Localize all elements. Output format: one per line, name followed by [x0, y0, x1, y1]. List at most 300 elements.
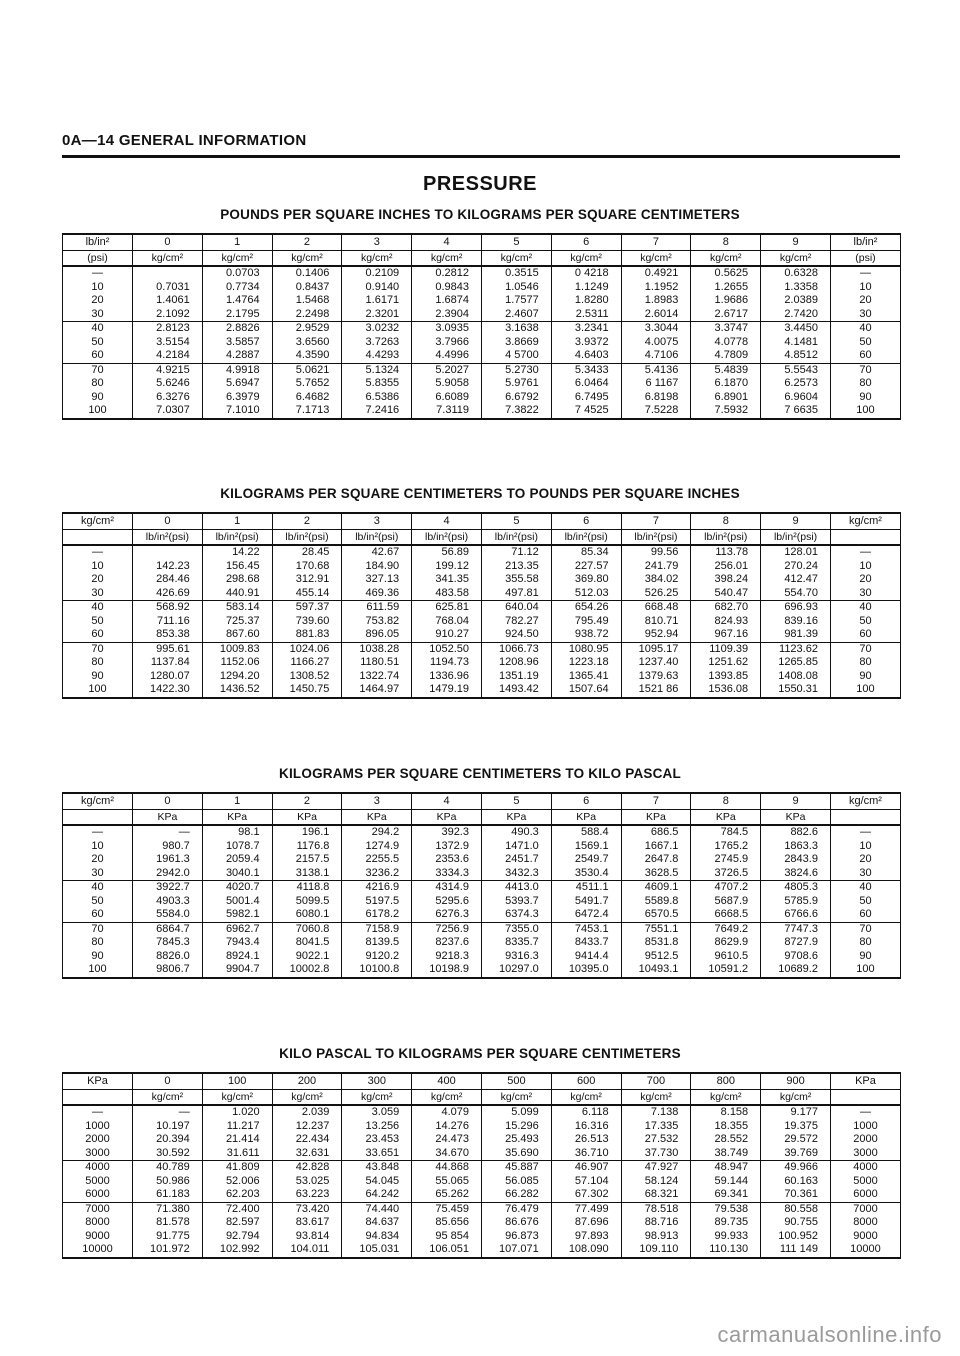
table-cell: 4020.7 [202, 881, 272, 895]
table-cell: 69.341 [691, 1188, 761, 1202]
row-label: 10000 [830, 1243, 900, 1258]
row-label: 60 [830, 349, 900, 363]
table-cell: 39.769 [761, 1147, 831, 1161]
table-cell: 6.8198 [621, 391, 691, 405]
row-label: 4000 [830, 1161, 900, 1175]
table-cell: 398.24 [691, 573, 761, 587]
table-row [63, 963, 901, 978]
table-cell: 8335.7 [481, 936, 551, 950]
table-cell: 6962.7 [202, 922, 272, 936]
table-cell: 6.7495 [551, 391, 621, 405]
table-cell: 12.237 [272, 1120, 342, 1134]
table-cell: 896.05 [342, 628, 412, 642]
table-row [63, 628, 901, 642]
table-cell: 2451.7 [481, 853, 551, 867]
row-label: 2000 [63, 1133, 133, 1147]
table-cell: 73.420 [272, 1202, 342, 1216]
table-cell: 4707.2 [691, 881, 761, 895]
table-row [63, 656, 901, 670]
row-label: 90 [830, 950, 900, 964]
table-cell: 54.045 [342, 1175, 412, 1189]
table-cell: 89.735 [691, 1216, 761, 1230]
table-cell: 1.9686 [691, 294, 761, 308]
table-cell: 369.80 [551, 573, 621, 587]
page-title: PRESSURE [422, 173, 538, 195]
table-cell: 5295.6 [412, 895, 482, 909]
table-cell: 2.1795 [202, 308, 272, 322]
row-label: 10 [830, 840, 900, 854]
table-cell: 111 149 [761, 1243, 831, 1258]
table-cell: 61.183 [133, 1188, 203, 1202]
table-cell: 25.493 [481, 1133, 551, 1147]
table-cell: 9904.7 [202, 963, 272, 978]
table-cell: 6.4682 [272, 391, 342, 405]
table-cell: 2.8826 [202, 322, 272, 336]
table-cell: 455.14 [272, 587, 342, 601]
table-cell: 7 6635 [761, 404, 831, 419]
row-label: 100 [63, 404, 133, 419]
table-cell: 5.5543 [761, 363, 831, 377]
row-label: 20 [63, 853, 133, 867]
table-cell: 4.7106 [621, 349, 691, 363]
table-cell: 10100.8 [342, 963, 412, 978]
column-header: 6 [551, 513, 621, 530]
table-cell: 1.5468 [272, 294, 342, 308]
table-cell: 1507.64 [551, 683, 621, 698]
table-cell: 42.828 [272, 1161, 342, 1175]
column-header: 600 [551, 1073, 621, 1090]
table-row [63, 377, 901, 391]
table-cell: 85.34 [551, 545, 621, 560]
table-cell: 497.81 [481, 587, 551, 601]
table-cell: 27.532 [621, 1133, 691, 1147]
table-cell: 4.6403 [551, 349, 621, 363]
column-header: 800 [691, 1073, 761, 1090]
row-label: 60 [63, 628, 133, 642]
table-cell: 1.8983 [621, 294, 691, 308]
table-cell: 1194.73 [412, 656, 482, 670]
unit-label: kg/cm² [551, 1090, 621, 1106]
unit-label: kg/cm² [133, 251, 203, 267]
table-cell: 0.7031 [133, 281, 203, 295]
table-cell: 4.9215 [133, 363, 203, 377]
table-cell: 5.6947 [202, 377, 272, 391]
table-cell: 113.78 [691, 545, 761, 560]
table-cell: 4.9918 [202, 363, 272, 377]
table-cell: 9.177 [761, 1105, 831, 1120]
table-cell: 11.217 [202, 1120, 272, 1134]
table-cell: 108.090 [551, 1243, 621, 1258]
row-label: 90 [63, 950, 133, 964]
row-label: 6000 [830, 1188, 900, 1202]
table-cell: 14.22 [202, 545, 272, 560]
column-header: 1 [202, 234, 272, 251]
table-cell: 980.7 [133, 840, 203, 854]
table-cell: 91.775 [133, 1230, 203, 1244]
table-cell: 10493.1 [621, 963, 691, 978]
table-cell: 6276.3 [412, 908, 482, 922]
row-label: 60 [63, 349, 133, 363]
table-row [63, 601, 901, 615]
table-cell: — [133, 1105, 203, 1120]
table-cell: 2.2498 [272, 308, 342, 322]
table-cell: 540.47 [691, 587, 761, 601]
table-cell: 490.3 [481, 825, 551, 840]
column-header: 7 [621, 793, 691, 810]
table-cell: 588.4 [551, 825, 621, 840]
row-label: 40 [830, 322, 900, 336]
table-row [63, 881, 901, 895]
table-cell: 810.71 [621, 615, 691, 629]
table-cell: 110.130 [691, 1243, 761, 1258]
table-row [63, 573, 901, 587]
table-cell: 2843.9 [761, 853, 831, 867]
table-cell: 101.972 [133, 1243, 203, 1258]
table-cell: 995.61 [133, 642, 203, 656]
table-cell: 2.6717 [691, 308, 761, 322]
column-header: 3 [342, 513, 412, 530]
table-cell: 0.6328 [761, 266, 831, 281]
row-label: 20 [63, 294, 133, 308]
table-cell: 1208.96 [481, 656, 551, 670]
table-cell: 32.631 [272, 1147, 342, 1161]
table-cell: 7.3119 [412, 404, 482, 419]
table-cell: 9708.6 [761, 950, 831, 964]
table-cell: 21.414 [202, 1133, 272, 1147]
row-label: — [63, 266, 133, 281]
table-cell: 9610.5 [691, 950, 761, 964]
table-cell: 6570.5 [621, 908, 691, 922]
table-cell: 65.262 [412, 1188, 482, 1202]
table-cell: 256.01 [691, 560, 761, 574]
unit-label: kg/cm² [272, 1090, 342, 1106]
table-cell: 312.91 [272, 573, 342, 587]
unit-label: kg/cm² [202, 251, 272, 267]
table-cell: 7649.2 [691, 922, 761, 936]
table-cell: 4805.3 [761, 881, 831, 895]
unit-label: lb/in²(psi) [621, 530, 691, 546]
table-cell: 99.933 [691, 1230, 761, 1244]
table-cell: 1322.74 [342, 670, 412, 684]
table-cell: 5982.1 [202, 908, 272, 922]
table-cell: 5.1324 [342, 363, 412, 377]
table-cell: 981.39 [761, 628, 831, 642]
column-header: 9 [761, 234, 831, 251]
table-cell: 36.710 [551, 1147, 621, 1161]
table-cell: 60.163 [761, 1175, 831, 1189]
column-header: 100 [202, 1073, 272, 1090]
corner-sub-label [63, 1090, 133, 1106]
row-label: 9000 [830, 1230, 900, 1244]
table-row [63, 545, 901, 560]
table-cell: 142.23 [133, 560, 203, 574]
column-header: 2 [272, 234, 342, 251]
unit-label: kg/cm² [691, 1090, 761, 1106]
table-cell: 7551.1 [621, 922, 691, 936]
row-label: 20 [830, 573, 900, 587]
row-label: 7000 [830, 1202, 900, 1216]
row-label: 60 [63, 908, 133, 922]
table-cell: 1365.41 [551, 670, 621, 684]
table-cell: 611.59 [342, 601, 412, 615]
table-cell: 24.473 [412, 1133, 482, 1147]
table-row [63, 1216, 901, 1230]
table-cell: 6.6089 [412, 391, 482, 405]
unit-label: KPa [691, 810, 761, 826]
table-cell: 3236.2 [342, 867, 412, 881]
table-cell: 5.4839 [691, 363, 761, 377]
unit-label: lb/in²(psi) [412, 530, 482, 546]
corner-unit-label: kg/cm² [63, 793, 133, 810]
table-cell: 8139.5 [342, 936, 412, 950]
row-label: 3000 [63, 1147, 133, 1161]
table-cell: 554.70 [761, 587, 831, 601]
row-label: 2000 [830, 1133, 900, 1147]
unit-label: kg/cm² [481, 251, 551, 267]
table-cell: 0.3515 [481, 266, 551, 281]
table-cell: 9120.2 [342, 950, 412, 964]
table-cell: 76.479 [481, 1202, 551, 1216]
table-cell: 412.47 [761, 573, 831, 587]
table-cell: 0.1406 [272, 266, 342, 281]
table-cell: 1408.08 [761, 670, 831, 684]
row-label: 30 [830, 867, 900, 881]
table-cell: 3.4450 [761, 322, 831, 336]
table-cell: 483.58 [412, 587, 482, 601]
row-label: 30 [63, 867, 133, 881]
table-cell: 4609.1 [621, 881, 691, 895]
unit-label: lb/in²(psi) [202, 530, 272, 546]
table-header-row [63, 234, 901, 251]
table-cell: 298.68 [202, 573, 272, 587]
unit-label: kg/cm² [412, 251, 482, 267]
unit-label: kg/cm² [761, 1090, 831, 1106]
table-cell: 78.518 [621, 1202, 691, 1216]
table-cell: 640.04 [481, 601, 551, 615]
column-header: 8 [691, 234, 761, 251]
column-header: 3 [342, 793, 412, 810]
table-cell: 440.91 [202, 587, 272, 601]
table-cell: 881.83 [272, 628, 342, 642]
table-row [63, 1188, 901, 1202]
column-header: 1 [202, 513, 272, 530]
table-cell: 0.0703 [202, 266, 272, 281]
table-cell: 1436.52 [202, 683, 272, 698]
table-cell: 26.513 [551, 1133, 621, 1147]
table-cell: 1223.18 [551, 656, 621, 670]
table-cell: 18.355 [691, 1120, 761, 1134]
column-header: 6 [551, 234, 621, 251]
table-cell: 35.690 [481, 1147, 551, 1161]
table-cell: 85.656 [412, 1216, 482, 1230]
table-unit-row [63, 251, 901, 267]
table-row [63, 322, 901, 336]
table-cell: 50.986 [133, 1175, 203, 1189]
table-cell: 1078.7 [202, 840, 272, 854]
unit-label: kg/cm² [621, 251, 691, 267]
table-cell: 7.1713 [272, 404, 342, 419]
table-cell: 5.2027 [412, 363, 482, 377]
table-header-row [63, 513, 901, 530]
table-cell: 8629.9 [691, 936, 761, 950]
table-row [63, 363, 901, 377]
table-cell: 1765.2 [691, 840, 761, 854]
table-row [63, 1105, 901, 1120]
table-cell: 3.059 [342, 1105, 412, 1120]
table-cell: 5393.7 [481, 895, 551, 909]
table-cell: 686.5 [621, 825, 691, 840]
table-cell: 768.04 [412, 615, 482, 629]
table-cell: 7747.3 [761, 922, 831, 936]
column-header: 8 [691, 793, 761, 810]
table-cell: 3922.7 [133, 881, 203, 895]
conversion-table-psi-to-kgcm2 [62, 233, 901, 420]
table-cell: 2.3904 [412, 308, 482, 322]
table-cell: 967.16 [691, 628, 761, 642]
table-cell: 1863.3 [761, 840, 831, 854]
row-label: 30 [830, 308, 900, 322]
table-cell: 4.4996 [412, 349, 482, 363]
table-cell: 7.5228 [621, 404, 691, 419]
table-cell: 28.552 [691, 1133, 761, 1147]
table-cell: 66.282 [481, 1188, 551, 1202]
table-cell: 1393.85 [691, 670, 761, 684]
table-cell: 1152.06 [202, 656, 272, 670]
table-cell: 4118.8 [272, 881, 342, 895]
table-cell: 384.02 [621, 573, 691, 587]
row-label: 50 [63, 336, 133, 350]
column-header: 7 [621, 513, 691, 530]
table-cell: 4.8512 [761, 349, 831, 363]
watermark: carmanualsonline.info [717, 1322, 942, 1347]
table-cell: 45.887 [481, 1161, 551, 1175]
table-cell: 22.434 [272, 1133, 342, 1147]
row-label: 10 [63, 560, 133, 574]
table-cell: 98.913 [621, 1230, 691, 1244]
unit-label: kg/cm² [342, 1090, 412, 1106]
row-label: 20 [830, 294, 900, 308]
table-cell: 5001.4 [202, 895, 272, 909]
row-label: 9000 [63, 1230, 133, 1244]
table-cell: 938.72 [551, 628, 621, 642]
table-cell: 1038.28 [342, 642, 412, 656]
table-unit-row [63, 530, 901, 546]
table-cell: 1176.8 [272, 840, 342, 854]
column-header: 900 [761, 1073, 831, 1090]
row-label: 20 [63, 573, 133, 587]
unit-label: kg/cm² [202, 1090, 272, 1106]
table-row [63, 560, 901, 574]
table-cell: 1569.1 [551, 840, 621, 854]
table-cell: 682.70 [691, 601, 761, 615]
unit-label: lb/in²(psi) [272, 530, 342, 546]
table-row [63, 266, 901, 281]
table-cell: 3334.3 [412, 867, 482, 881]
table-row [63, 1202, 901, 1216]
table-cell: 1.1952 [621, 281, 691, 295]
table-cell: 38.749 [691, 1147, 761, 1161]
unit-label: kg/cm² [342, 251, 412, 267]
unit-label: kg/cm² [621, 1090, 691, 1106]
table-cell: 795.49 [551, 615, 621, 629]
table-cell: 3138.1 [272, 867, 342, 881]
table-cell [133, 545, 203, 560]
table-cell: 3628.5 [621, 867, 691, 881]
table-cell: 4.7809 [691, 349, 761, 363]
row-label: 70 [63, 363, 133, 377]
table-cell: 52.006 [202, 1175, 272, 1189]
table-cell: 7355.0 [481, 922, 551, 936]
table-cell: 7943.4 [202, 936, 272, 950]
table-cell: 1379.63 [621, 670, 691, 684]
table-cell: 1.3358 [761, 281, 831, 295]
table-row [63, 1147, 901, 1161]
table-cell: 68.321 [621, 1188, 691, 1202]
table-cell: 9806.7 [133, 963, 203, 978]
table-row [63, 895, 901, 909]
column-header: 9 [761, 513, 831, 530]
table-row [63, 1133, 901, 1147]
table-cell: 1.6874 [412, 294, 482, 308]
table-cell: 782.27 [481, 615, 551, 629]
row-label: 90 [830, 670, 900, 684]
table-cell: 2.039 [272, 1105, 342, 1120]
table-cell: 5687.9 [691, 895, 761, 909]
row-label: 30 [63, 308, 133, 322]
table-cell: 668.48 [621, 601, 691, 615]
table-cell: 4.0778 [691, 336, 761, 350]
table-cell: 102.992 [202, 1243, 272, 1258]
row-label: — [830, 1105, 900, 1120]
unit-label: lb/in²(psi) [481, 530, 551, 546]
table-cell: 82.597 [202, 1216, 272, 1230]
table-cell: 2.8123 [133, 322, 203, 336]
table-row [63, 404, 901, 419]
row-label: 8000 [63, 1216, 133, 1230]
row-label: 40 [63, 322, 133, 336]
row-label: 50 [830, 615, 900, 629]
table-row [63, 840, 901, 854]
table-cell: 1.4061 [133, 294, 203, 308]
table-cell: 6.1870 [691, 377, 761, 391]
table-cell: 0.2812 [412, 266, 482, 281]
row-label: — [830, 825, 900, 840]
table-cell: 2.0389 [761, 294, 831, 308]
table-cell: 2647.8 [621, 853, 691, 867]
row-label: 70 [830, 642, 900, 656]
unit-label: KPa [412, 810, 482, 826]
table-row [63, 349, 901, 363]
table-row [63, 936, 901, 950]
table-cell: 1464.97 [342, 683, 412, 698]
table-cell: 1080.95 [551, 642, 621, 656]
column-header: 0 [133, 793, 203, 810]
table-cell: 28.45 [272, 545, 342, 560]
table-cell: 3.8669 [481, 336, 551, 350]
corner-unit-label: kg/cm² [830, 513, 900, 530]
table-cell: 5.2730 [481, 363, 551, 377]
row-label: 50 [63, 615, 133, 629]
table-cell: 67.302 [551, 1188, 621, 1202]
row-label: 60 [830, 908, 900, 922]
corner-unit-label: KPa [63, 1073, 133, 1090]
table-cell: 41.809 [202, 1161, 272, 1175]
column-header: 0 [133, 513, 203, 530]
row-label: — [830, 545, 900, 560]
table-cell: 3.7966 [412, 336, 482, 350]
table-cell: 5.9761 [481, 377, 551, 391]
table-cell: 34.670 [412, 1147, 482, 1161]
